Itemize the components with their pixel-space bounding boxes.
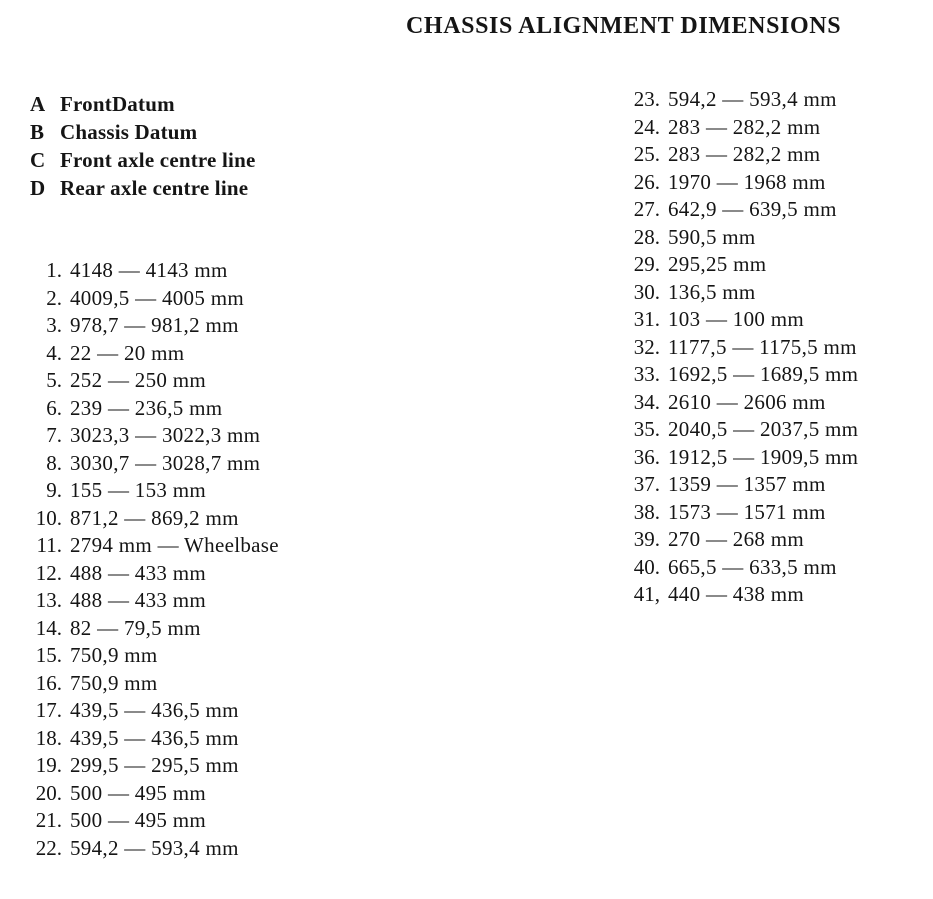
item-value: 82 — 79,5 mm	[70, 615, 201, 640]
dimension-item	[628, 279, 858, 307]
dimension-item	[30, 752, 279, 780]
item-number: 19.	[35, 753, 62, 777]
item-value: 103 — 100 mm	[668, 307, 805, 331]
legend-item	[30, 174, 256, 202]
item-value: 594,2 — 593,4 mm	[668, 87, 837, 111]
dimension-item	[628, 224, 858, 252]
dimension-item	[628, 306, 858, 334]
dimension-item	[628, 581, 858, 609]
item-number: 31.	[633, 307, 660, 331]
legend-label: Chassis Datum	[60, 120, 198, 144]
item-value: 750,9 mm	[70, 643, 158, 667]
legend-key: B	[30, 120, 45, 144]
item-value: 439,5 — 436,5 mm	[70, 725, 239, 750]
dimension-item	[628, 196, 858, 224]
legend-key: A	[30, 92, 46, 116]
item-number: 3.	[46, 313, 62, 337]
item-number: 8.	[46, 450, 62, 475]
dimension-item	[30, 450, 279, 478]
dimension-item	[30, 670, 279, 698]
dimension-item	[30, 615, 279, 643]
item-value: 500 — 495 mm	[70, 780, 207, 805]
dimension-item	[628, 416, 858, 444]
item-number: 34.	[633, 389, 660, 414]
datum-legend	[30, 90, 256, 202]
dimension-item	[628, 444, 858, 472]
item-number: 15.	[35, 643, 62, 667]
dimension-item	[628, 554, 858, 582]
item-number: 41,	[633, 582, 660, 606]
dimension-item	[628, 471, 858, 499]
item-value: 488 — 433 mm	[70, 560, 207, 585]
dimension-item	[30, 697, 279, 725]
dimension-item	[30, 257, 279, 285]
item-number: 4.	[46, 340, 62, 365]
item-number: 33.	[633, 362, 660, 386]
item-value: 1692,5 — 1689,5 mm	[668, 362, 859, 386]
item-number: 7.	[46, 423, 62, 447]
item-number: 39.	[633, 527, 660, 551]
item-value: 978,7 — 981,2 mm	[70, 313, 239, 337]
legend-item	[30, 90, 256, 118]
dimension-item	[30, 285, 279, 313]
item-value: 136,5 mm	[668, 279, 756, 304]
item-value: 590,5 mm	[668, 224, 756, 249]
item-number: 26.	[633, 169, 660, 194]
item-value: 1177,5 — 1175,5 mm	[668, 334, 857, 359]
item-number: 27.	[633, 197, 660, 221]
item-value: 283 — 282,2 mm	[668, 142, 821, 166]
item-number: 23.	[633, 87, 660, 111]
item-number: 25.	[633, 142, 660, 166]
item-number: 30.	[633, 279, 660, 304]
dimension-item	[30, 642, 279, 670]
legend-item	[30, 118, 256, 146]
item-value: 3030,7 — 3028,7 mm	[70, 450, 261, 475]
legend-key: C	[30, 148, 46, 172]
dimension-item	[628, 334, 858, 362]
item-number: 14.	[35, 615, 62, 640]
item-number: 17.	[35, 698, 62, 722]
item-value: 665,5 — 633,5 mm	[668, 554, 837, 579]
item-value: 3023,3 — 3022,3 mm	[70, 423, 261, 447]
item-number: 22.	[35, 835, 62, 860]
item-value: 594,2 — 593,4 mm	[70, 835, 239, 860]
item-value: 2040,5 — 2037,5 mm	[668, 417, 859, 441]
dimension-item	[30, 395, 279, 423]
page-title: CHASSIS ALIGNMENT DIMENSIONS	[406, 13, 842, 39]
item-number: 18.	[35, 725, 62, 750]
item-value: 871,2 — 869,2 mm	[70, 505, 239, 530]
item-number: 10.	[35, 505, 62, 530]
dimension-item	[628, 361, 858, 389]
item-number: 40.	[633, 554, 660, 579]
dimension-item	[628, 526, 858, 554]
item-value: 1573 — 1571 mm	[668, 499, 826, 524]
item-value: 750,9 mm	[70, 670, 158, 695]
item-number: 11.	[36, 533, 62, 557]
legend-label: FrontDatum	[60, 92, 175, 116]
item-value: 642,9 — 639,5 mm	[668, 197, 837, 221]
dimension-item	[30, 780, 279, 808]
dimension-item	[30, 587, 279, 615]
dimension-list-left	[30, 257, 279, 862]
item-number: 38.	[633, 499, 660, 524]
item-value: 4009,5 — 4005 mm	[70, 285, 244, 310]
item-number: 21.	[35, 808, 62, 832]
item-value: 440 — 438 mm	[668, 582, 805, 606]
item-value: 252 — 250 mm	[70, 368, 207, 392]
item-number: 12.	[35, 560, 62, 585]
item-number: 29.	[633, 252, 660, 276]
item-value: 500 — 495 mm	[70, 808, 207, 832]
dimension-list-right	[628, 86, 858, 609]
item-value: 4148 — 4143 mm	[70, 258, 228, 282]
item-number: 6.	[46, 395, 62, 420]
dimension-item	[628, 114, 858, 142]
dimension-item	[30, 340, 279, 368]
item-number: 13.	[35, 588, 62, 612]
item-value: 239 — 236,5 mm	[70, 395, 223, 420]
item-number: 5.	[46, 368, 62, 392]
item-value: 1912,5 — 1909,5 mm	[668, 444, 859, 469]
dimension-item	[628, 141, 858, 169]
dimension-item	[628, 86, 858, 114]
item-number: 28.	[633, 224, 660, 249]
dimension-item	[30, 312, 279, 340]
item-value: 1970 — 1968 mm	[668, 169, 826, 194]
item-value: 2794 mm — Wheelbase	[70, 533, 279, 557]
dimension-item	[628, 499, 858, 527]
item-value: 2610 — 2606 mm	[668, 389, 826, 414]
dimension-item	[30, 807, 279, 835]
item-number: 35.	[633, 417, 660, 441]
item-number: 24.	[633, 114, 660, 139]
item-number: 32.	[633, 334, 660, 359]
item-value: 299,5 — 295,5 mm	[70, 753, 239, 777]
dimension-item	[30, 367, 279, 395]
item-value: 22 — 20 mm	[70, 340, 185, 365]
legend-label: Front axle centre line	[60, 148, 256, 172]
item-number: 36.	[633, 444, 660, 469]
dimension-item	[30, 505, 279, 533]
item-value: 439,5 — 436,5 mm	[70, 698, 239, 722]
item-value: 1359 — 1357 mm	[668, 472, 826, 496]
item-number: 1.	[46, 258, 62, 282]
item-number: 20.	[35, 780, 62, 805]
dimension-item	[30, 477, 279, 505]
item-number: 9.	[46, 478, 62, 502]
item-value: 155 — 153 mm	[70, 478, 207, 502]
dimension-item	[30, 835, 279, 863]
dimension-item	[30, 725, 279, 753]
dimension-item	[628, 251, 858, 279]
item-number: 37.	[633, 472, 660, 496]
dimension-item	[628, 389, 858, 417]
dimension-item	[628, 169, 858, 197]
item-value: 295,25 mm	[668, 252, 767, 276]
item-value: 270 — 268 mm	[668, 527, 805, 551]
item-value: 488 — 433 mm	[70, 588, 207, 612]
item-number: 16.	[35, 670, 62, 695]
item-value: 283 — 282,2 mm	[668, 114, 821, 139]
legend-key: D	[30, 176, 46, 200]
dimension-item	[30, 422, 279, 450]
item-number: 2.	[46, 285, 62, 310]
dimension-item	[30, 560, 279, 588]
legend-item	[30, 146, 256, 174]
legend-label: Rear axle centre line	[60, 176, 249, 200]
dimension-item	[30, 532, 279, 560]
